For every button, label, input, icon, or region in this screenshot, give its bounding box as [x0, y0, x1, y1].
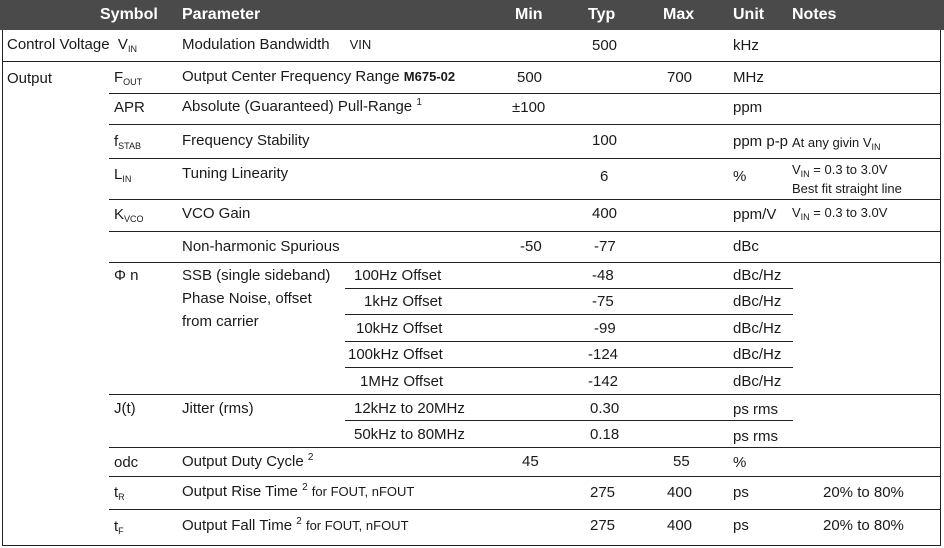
typ-cell: -48	[592, 267, 614, 284]
max-cell: 700	[667, 69, 693, 86]
param-cell: Frequency Stability	[182, 132, 310, 149]
param-cell: Output Duty Cycle $^2$	[182, 452, 314, 470]
typ-cell: -142	[588, 373, 619, 390]
typ-cell: 500	[592, 37, 618, 54]
unit-cell: kHz	[733, 37, 759, 54]
symbol-cell: $F_{OUT}$	[114, 69, 143, 87]
typ-cell: 6	[600, 168, 609, 185]
symbol-cell: odc	[114, 454, 139, 471]
min-cell: -50	[520, 238, 542, 255]
param-jitter: Jitter (rms)	[182, 400, 254, 417]
unit-cell: dBc/Hz	[733, 373, 782, 390]
unit-cell: ps rms	[733, 401, 778, 418]
symbol-cell: APR	[114, 99, 145, 116]
param-cell: Output Rise Time $^2$ for FOUT, nFOUT	[182, 482, 415, 500]
notes-cell: 20% to 80%	[823, 517, 904, 534]
max-cell: 55	[673, 453, 690, 470]
unit-cell: dBc	[733, 238, 759, 255]
symbol-cell: $f_{STAB}$	[114, 133, 142, 151]
symbol-cell: $t_R$	[114, 484, 125, 502]
param-cell: Output Center Frequency Range M675-02	[182, 68, 456, 85]
symbol-cell: $L_{IN}$	[114, 166, 132, 184]
header-notes: Notes	[792, 6, 837, 23]
param-phase-line3: from carrier	[182, 313, 259, 330]
param-cell: Absolute (Guaranteed) Pull-Range $^1$	[182, 97, 422, 115]
min-cell: ±100	[512, 99, 546, 116]
notes-cell: 20% to 80%	[823, 484, 904, 501]
notes-cell-line2: Best fit straight line	[792, 181, 902, 196]
symbol-cell-jitter: J(t)	[114, 400, 136, 417]
group-control-voltage: Control Voltage $V_{IN}$	[7, 36, 137, 54]
unit-cell: dBc/Hz	[733, 346, 782, 363]
header-max: Max	[663, 6, 695, 23]
typ-cell: -75	[592, 293, 614, 310]
unit-cell: ppm	[733, 99, 763, 116]
typ-cell: -77	[594, 238, 616, 255]
typ-cell: 100	[592, 132, 618, 149]
offset-label: 10kHz Offset	[356, 320, 443, 337]
notes-cell: At any givin $V_{IN}$	[792, 135, 881, 152]
unit-cell: dBc/Hz	[733, 267, 782, 284]
param-cell: VCO Gain	[182, 205, 251, 222]
typ-cell: -124	[588, 346, 619, 363]
symbol-cell-phase-noise: Φ n	[114, 267, 139, 284]
typ-cell: 275	[590, 517, 616, 534]
unit-cell: ps	[733, 484, 749, 501]
unit-cell: ps rms	[733, 428, 778, 445]
typ-cell: -99	[594, 320, 616, 337]
typ-cell: 275	[590, 484, 616, 501]
unit-cell: ppm/V	[733, 206, 777, 223]
unit-cell: %	[733, 168, 747, 185]
param-cell: Non-harmonic Spurious	[182, 238, 340, 255]
param-cell: Output Fall Time $^2$ for FOUT, nFOUT	[182, 516, 409, 534]
unit-cell: MHz	[733, 69, 764, 86]
param-cell: Tuning Linearity	[182, 165, 289, 182]
param-phase-line1: SSB (single sideband)	[182, 267, 331, 284]
unit-cell: %	[733, 454, 747, 471]
group-output: Output	[7, 70, 53, 87]
typ-cell: 0.18	[590, 426, 620, 443]
symbol-cell: $t_F$	[114, 518, 124, 536]
header-unit: Unit	[733, 6, 765, 23]
symbol-cell: $K_{VCO}$	[114, 206, 144, 224]
unit-cell: dBc/Hz	[733, 293, 782, 310]
min-cell: 500	[517, 69, 543, 86]
typ-cell: 400	[592, 205, 618, 222]
notes-cell: $V_{IN} = 0.3$ to 3.0V	[792, 162, 888, 179]
offset-label: 100kHz Offset	[348, 346, 443, 363]
max-cell: 400	[667, 517, 693, 534]
unit-cell: ps	[733, 517, 749, 534]
header-min: Min	[515, 6, 543, 23]
offset-label: 1kHz Offset	[364, 293, 443, 310]
offset-label: 1MHz Offset	[360, 373, 444, 390]
offset-label: 100Hz Offset	[354, 267, 442, 284]
unit-cell: ppm p-p	[733, 133, 789, 150]
param-cell: Modulation Bandwidth VIN	[182, 36, 372, 53]
header-symbol: Symbol	[100, 6, 158, 23]
unit-cell: dBc/Hz	[733, 320, 782, 337]
param-phase-line2: Phase Noise, offset	[182, 290, 312, 307]
min-cell: 45	[522, 453, 539, 470]
band-label: 50kHz to 80MHz	[354, 426, 465, 443]
max-cell: 400	[667, 484, 693, 501]
header-parameter: Parameter	[182, 6, 261, 23]
typ-cell: 0.30	[590, 400, 620, 417]
notes-cell: $V_{IN} = 0.3$ to 3.0V	[792, 205, 888, 222]
header-typ: Typ	[588, 6, 616, 23]
band-label: 12kHz to 20MHz	[354, 400, 465, 417]
